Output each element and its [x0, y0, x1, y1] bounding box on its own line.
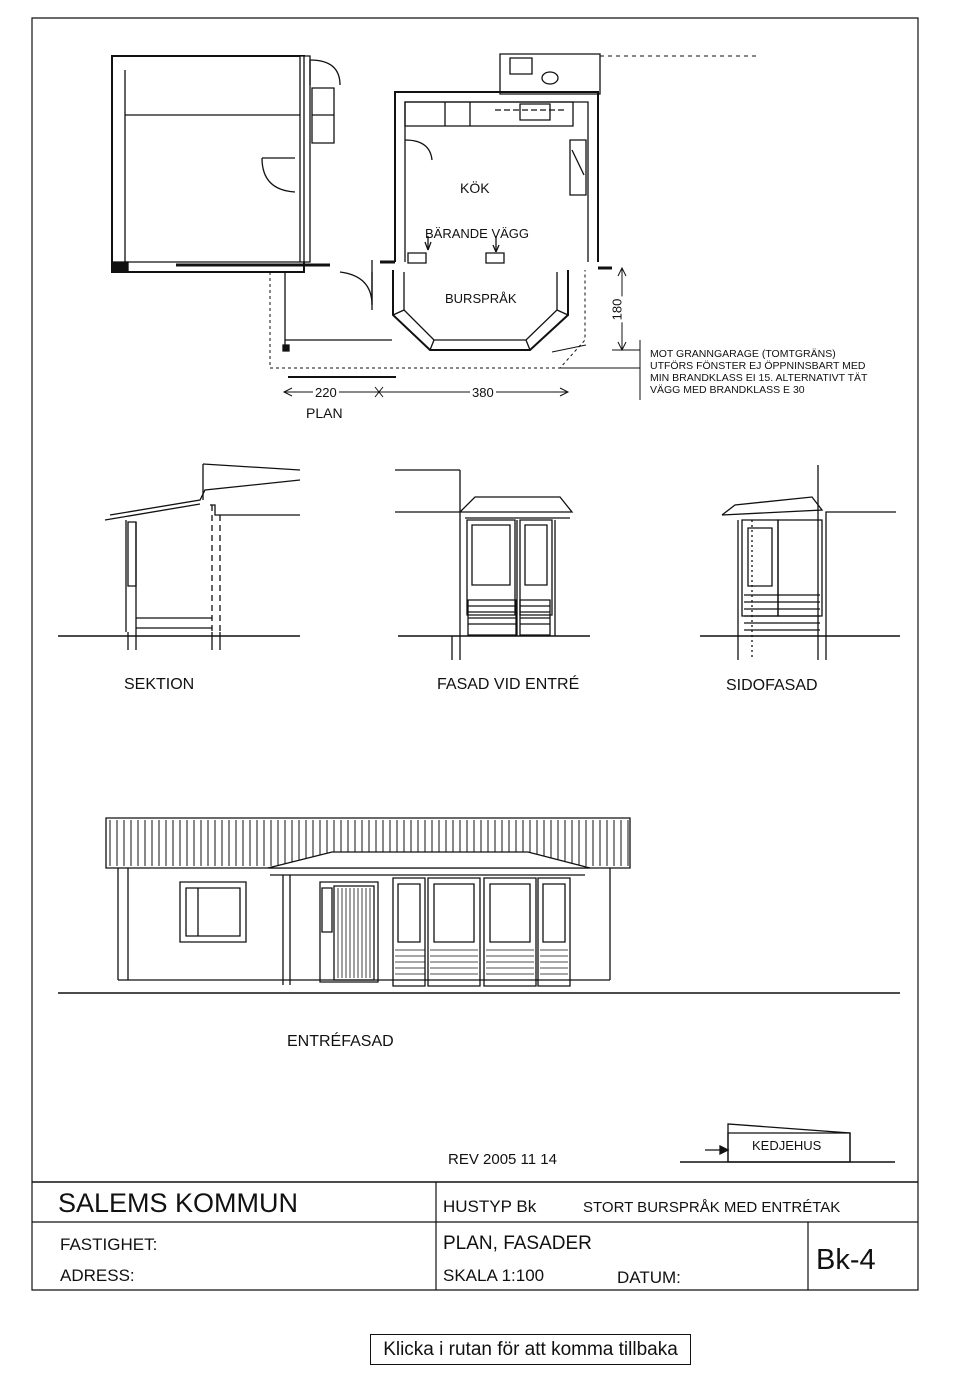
plan-left-room	[112, 56, 304, 272]
section-drawing	[58, 464, 300, 650]
front-facade-drawing	[58, 818, 900, 993]
sheet-number: Bk-4	[816, 1244, 876, 1276]
house-type: HUSTYP Bk	[443, 1197, 537, 1216]
fire-note-line: VÄGG MED BRANDKLASS E 30	[650, 384, 805, 396]
drawing-scale: SKALA 1:100	[443, 1266, 545, 1285]
plan-bay-window	[393, 270, 568, 350]
dimension-left: 220	[315, 385, 337, 400]
fire-safety-note	[650, 348, 867, 396]
date-label: DATUM:	[617, 1268, 681, 1287]
front-facade-label: ENTRÉFASAD	[287, 1033, 394, 1050]
side-facade-drawing	[700, 465, 900, 660]
entrance-facade-label: FASAD VID ENTRÉ	[437, 676, 580, 693]
revision-label: REV 2005 11 14	[448, 1151, 557, 1168]
address-label: ADRESS:	[60, 1266, 135, 1285]
fire-note-line: MOT GRANNGARAGE (TOMTGRÄNS)	[650, 348, 836, 360]
municipality-name: SALEMS KOMMUN	[58, 1188, 299, 1218]
entrance-facade-drawing	[395, 470, 590, 660]
plan-label: PLAN	[306, 405, 343, 421]
dimension-right: 380	[472, 385, 494, 400]
back-button[interactable]: Klicka i rutan för att komma tillbaka	[370, 1334, 691, 1365]
room-label-kitchen: KÖK	[460, 180, 490, 196]
drawing-content: PLAN, FASADER	[443, 1233, 592, 1254]
fire-note-line: MIN BRANDKLASS EI 15. ALTERNATIVT TÄT	[650, 372, 868, 384]
key-plan-label: KEDJEHUS	[752, 1138, 822, 1153]
bay-window-label: BURSPRÅK	[445, 291, 517, 306]
load-bearing-wall-label: BÄRANDE VÄGG	[425, 226, 530, 241]
side-facade-label: SIDOFASAD	[726, 677, 818, 694]
property-label: FASTIGHET:	[60, 1235, 158, 1254]
dimension-vertical: 180	[609, 298, 625, 321]
sheet-border	[32, 18, 918, 1290]
house-description: STORT BURSPRÅK MED ENTRÉTAK	[583, 1199, 841, 1216]
section-label: SEKTION	[124, 676, 195, 693]
fire-note-line: UTFÖRS FÖNSTER EJ ÖPPNINSBART MED	[650, 360, 866, 372]
